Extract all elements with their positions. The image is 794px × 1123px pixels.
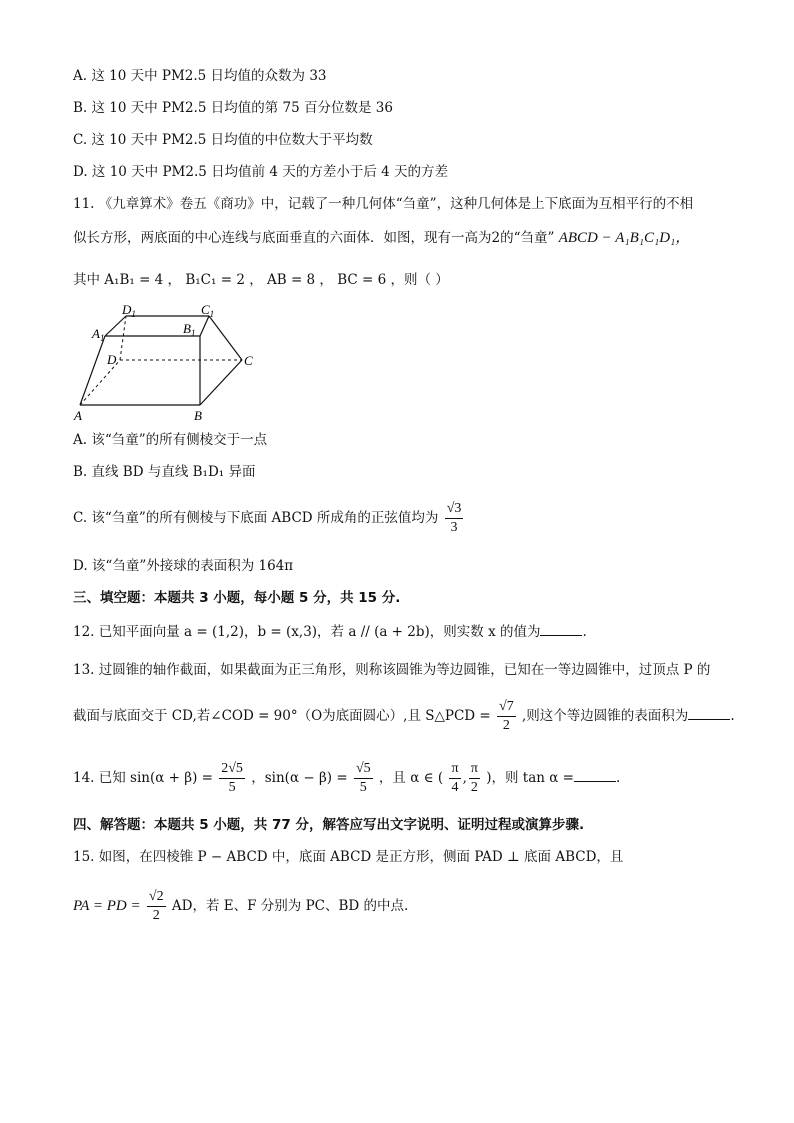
q11-stem-line1: 11. 《九章算术》卷五《商功》中，记载了一种几何体“刍童”，这种几何体是上下底面为互相平行的不相 (73, 196, 694, 212)
q13-line2: 截面与底面交于 CD,若∠COD = 90°（O为底面圆心）,且 S△PCD = $\frac{√7}{2}$ ,则这个等边圆锥的表面积为 . (73, 699, 735, 733)
edge-c-c1 (209, 316, 242, 360)
fraction-numerator: √5 (354, 760, 373, 779)
q13-line1: 13. 过圆锥的轴作截面，如果截面为正三角形，则称该圆锥为等边圆锥，已知在一等边圆锥中，过顶点 P 的 (73, 662, 711, 678)
q13-answer-blank (688, 707, 730, 720)
q13-line2-pre: 截面与底面交于 CD,若∠COD = 90°（O为底面圆心）,且 S△PCD = (73, 708, 491, 724)
q14-answer-blank (574, 769, 616, 782)
q14-fraction-3 (449, 760, 460, 797)
q11-option-d: D. 该“刍童”外接球的表面积为 164π (73, 558, 294, 574)
label-a1: $A_1$ (92, 326, 105, 343)
fraction-denominator: 3 (450, 520, 458, 535)
q14-post: )，则 tan α = (486, 770, 574, 786)
label-b1: $B_1$ (183, 321, 196, 338)
fraction-numerator: π (449, 760, 460, 779)
label-a: A (74, 408, 82, 423)
q15-fraction (147, 888, 166, 925)
q11-figure (72, 300, 272, 425)
q11-stem-line2 (73, 228, 690, 248)
q13-line2-post: ,则这个等边圆锥的表面积为 (522, 708, 689, 724)
hidden-edge-d-d1 (120, 316, 126, 360)
q14-fraction-4 (469, 760, 480, 797)
edge-b-c (200, 360, 242, 405)
q11-option-c-text: C. 该“刍童”的所有侧棱与下底面 ABCD 所成角的正弦值均为 (73, 510, 439, 526)
q10-option-d: D. 这 10 天中 PM2.5 日均值前 4 天的方差小于后 4 天的方差 (73, 164, 448, 180)
q13-fraction (497, 698, 516, 735)
fraction-numerator: √2 (147, 888, 166, 907)
fraction-numerator: 2√5 (219, 760, 245, 779)
q14-mid2: ，且 α ∈ ( (378, 770, 444, 786)
fraction-denominator: 4 (451, 780, 459, 795)
q14-stem: 14. 已知 sin(α + β) = $\frac{2√5}{5}$ ，sin(α − β) = $\frac{√5}{5}$ ，且 α ∈ ( $\frac{\pi}{4}$ , $\frac{\pi}{2}$ )，则 tan α = . (73, 761, 621, 795)
fraction-denominator: 2 (502, 718, 510, 733)
q11-option-c-fraction (445, 500, 464, 537)
q15-line1: 15. 如图，在四棱锥 P − ABCD 中，底面 ABCD 是正方形，侧面 PAD ⊥ 底面 ABCD，且 (73, 849, 624, 865)
q14-fraction-2 (354, 760, 373, 797)
q11-stem-line3: 其中 A₁B₁ = 4 ， B₁C₁ = 2 ， AB = 8 ， BC = 6 ，则（ ） (73, 272, 449, 288)
fraction-denominator: 5 (359, 780, 367, 795)
q11-stem-line2-text: 似长方形，两底面的中心连线与底面垂直的六面体．如图，现有一高为2的“刍童” (73, 230, 555, 246)
section-4-heading: 四、解答题：本题共 5 小题，共 77 分，解答应写出文字说明、证明过程或演算步骤. (73, 817, 585, 833)
q11-option-b: B. 直线 BD 与直线 B₁D₁ 异面 (73, 464, 256, 480)
q12-stem: 12. 已知平面向量 a = (1,2)，b = (x,3)，若 a // (a + 2b)，则实数 x 的值为 . (73, 624, 587, 640)
label-c1: $C_1$ (201, 302, 215, 319)
fraction-numerator: √7 (497, 698, 516, 717)
section-3-heading: 三、填空题：本题共 3 小题，每小题 5 分，共 15 分. (73, 590, 401, 606)
fraction-numerator: π (469, 760, 480, 779)
q10-option-a: A. 这 10 天中 PM2.5 日均值的众数为 33 (73, 68, 327, 84)
fraction-denominator: 5 (228, 780, 236, 795)
fraction-denominator: 2 (470, 780, 478, 795)
q12-answer-blank (540, 623, 582, 636)
label-b: B (194, 408, 202, 423)
q10-option-c: C. 这 10 天中 PM2.5 日均值的中位数大于平均数 (73, 132, 373, 148)
q15-line2-post: AD，若 E、F 分别为 PC、BD 的中点. (171, 898, 409, 914)
q11-option-c (73, 500, 465, 537)
edge-d1-a1 (105, 316, 126, 336)
fraction-numerator: √3 (445, 500, 464, 519)
q12-text: 12. 已知平面向量 a = (1,2)，b = (x,3)，若 a // (a + 2b)，则实数 x 的值为 (73, 624, 541, 640)
q11-option-a: A. 该“刍童”的所有侧棱交于一点 (73, 432, 268, 448)
q15-line2-pre: PA = PD = (73, 898, 141, 914)
q14-fraction-1 (219, 760, 245, 797)
q15-line2 (73, 888, 408, 925)
label-d1: $D_1$ (122, 302, 136, 319)
label-c: C (244, 353, 253, 368)
q14-pre: 14. 已知 sin(α + β) = (73, 770, 213, 786)
fraction-denominator: 2 (152, 908, 160, 923)
label-d: D (107, 352, 117, 367)
edge-b1-c1 (200, 316, 209, 336)
q11-stem-line2-math: ABCD − A₁B₁C₁D₁， (558, 230, 691, 246)
edge-a-a1 (80, 336, 105, 405)
q14-mid: ，sin(α − β) = (251, 770, 348, 786)
q10-option-b: B. 这 10 天中 PM2.5 日均值的第 75 百分位数是 36 (73, 100, 393, 116)
